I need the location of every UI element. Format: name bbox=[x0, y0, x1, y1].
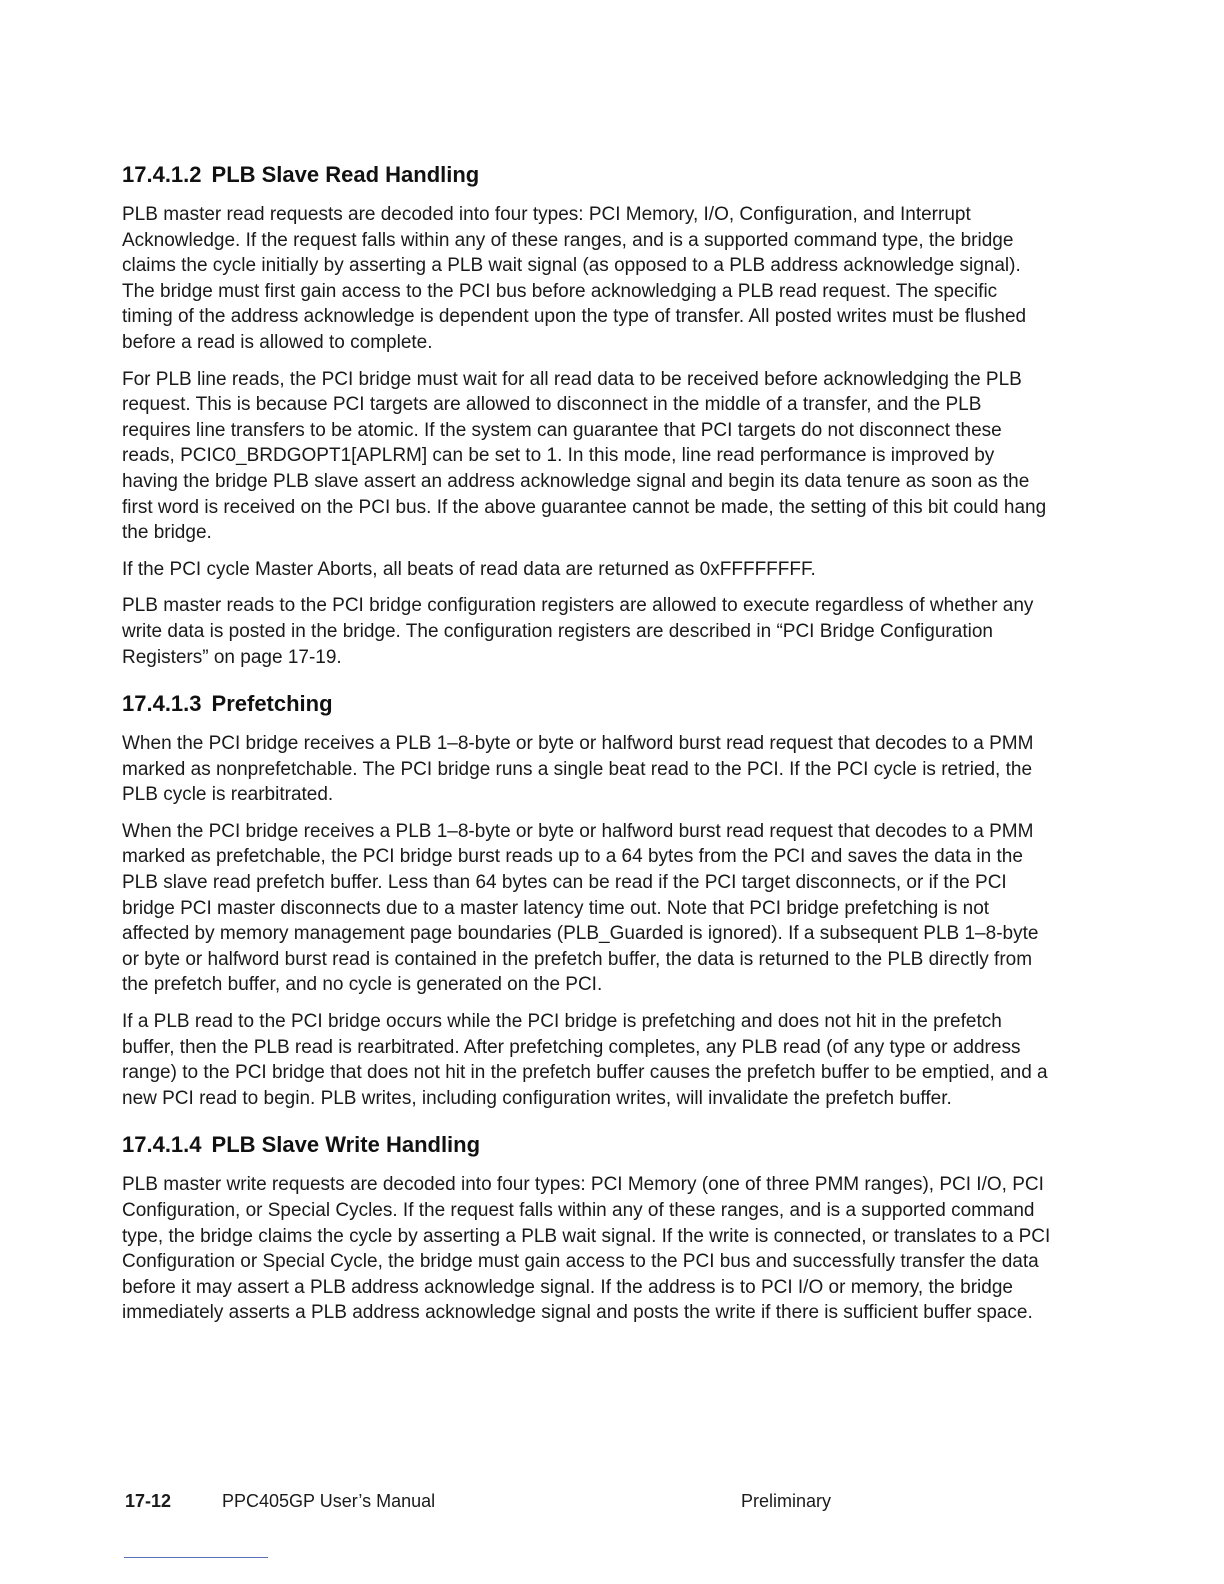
page-footer bbox=[125, 1489, 885, 1513]
section-title: Prefetching bbox=[211, 691, 333, 717]
section-heading bbox=[122, 1130, 1052, 1160]
footer-status: Preliminary bbox=[741, 1491, 832, 1511]
section-plb-slave-read-handling bbox=[122, 160, 1052, 670]
section-plb-slave-write-handling bbox=[122, 1130, 1052, 1326]
section-spacer bbox=[122, 1122, 1052, 1130]
bottom-rule bbox=[124, 1557, 268, 1558]
paragraph: For PLB line reads, the PCI bridge must wait for all read data to be received before acknowledging the PLB request. This is because PCI targets are allowed to disconnect in the middle of a transfer, and the PLB requires line transfers to be atomic. If the system can guarantee that PCI targets do not disconnect these reads, PCIC0_BRDGOPT1[APLRM] can be set to 1. In this mode, line read performance is improved by having the bridge PLB slave assert an address acknowledge signal and begin its data tenure as soon as the first word is received on the PCI bus. If the above guarantee cannot be made, the setting of this bit could hang the bridge. bbox=[122, 368, 1047, 544]
section-prefetching bbox=[122, 689, 1052, 1111]
paragraph: If the PCI cycle Master Aborts, all beats of read data are returned as 0xFFFFFFFF. bbox=[122, 558, 816, 580]
section-heading bbox=[122, 689, 1052, 719]
section-number: 17.4.1.2 bbox=[122, 162, 202, 187]
section-heading bbox=[122, 160, 1052, 190]
footer-manual-title: PPC405GP User’s Manual bbox=[222, 1491, 436, 1511]
paragraph: PLB master reads to the PCI bridge configuration registers are allowed to execute regardless of whether any write data is posted in the bridge. The configuration registers are described in “PCI Bridge Configuration Registers” on page 17-19. bbox=[122, 595, 1034, 668]
paragraph: When the PCI bridge receives a PLB 1–8-byte or byte or halfword burst read request that decodes to a PMM marked as nonprefetchable. The PCI bridge runs a single beat read to the PCI. If the PCI cycle is retried, the PLB cycle is rearbitrated. bbox=[122, 733, 1034, 806]
paragraph: PLB master read requests are decoded into four types: PCI Memory, I/O, Configuration, and Interrupt Acknowledge. If the request falls within any of these ranges, and is a supported command type, the bridge claims the cycle initially by asserting a PLB wait signal (as opposed to a PLB address acknowledge signal). The bridge must first gain access to the PCI bus before acknowledging a PLB read request. The specific timing of the address acknowledge is dependent upon the type of transfer. All posted writes must be flushed before a read is allowed to complete. bbox=[122, 204, 1027, 353]
footer-page-number: 17-12 bbox=[125, 1491, 172, 1511]
section-title: PLB Slave Read Handling bbox=[211, 162, 480, 187]
section-number: 17.4.1.4 bbox=[122, 1132, 202, 1158]
section-spacer bbox=[122, 681, 1052, 689]
paragraph: If a PLB read to the PCI bridge occurs while the PCI bridge is prefetching and does not hit in the prefetch buffer, then the PLB read is rearbitrated. After prefetching completes, any PLB read (of any type or address range) to the PCI bridge that does not hit in the prefetch buffer causes the prefetch buffer to be emptied, and a new PCI read to begin. PLB writes, including configuration writes, will invalidate the prefetch buffer. bbox=[122, 1011, 1048, 1109]
paragraph: PLB master write requests are decoded into four types: PCI Memory (one of three PMM ranges), PCI I/O, PCI Configuration, or Special Cycles. If the request falls within any of these ranges, and is a supported command type, the bridge claims the cycle by asserting a PLB wait signal. If the write is connected, or translates to a PCI Configuration or Special Cycle, the bridge must gain access to the PCI bus and successfully transfer the data before it may assert a PLB address acknowledge signal. If the address is to PCI I/O or memory, the bridge immediately asserts a PLB address acknowledge signal and posts the write if there is sufficient buffer space. bbox=[122, 1174, 1051, 1324]
page-content bbox=[122, 160, 1052, 1337]
paragraph: When the PCI bridge receives a PLB 1–8-byte or byte or halfword burst read request that decodes to a PMM marked as prefetchable, the PCI bridge burst reads up to a 64 bytes from the PCI and saves the data in the PLB slave read prefetch buffer. Less than 64 bytes can be read if the PCI target disconnects, or if the PCI bridge PCI master disconnects due to a master latency time out. Note that PCI bridge prefetching is not affected by memory management page boundaries (PLB_Guarded is ignored). If a subsequent PLB 1–8-byte or byte or halfword burst read is contained in the prefetch buffer, the data is returned to the PLB directly from the prefetch buffer, and no cycle is generated on the PCI. bbox=[122, 820, 1039, 996]
section-number: 17.4.1.3 bbox=[122, 691, 202, 717]
section-title: PLB Slave Write Handling bbox=[211, 1132, 481, 1158]
